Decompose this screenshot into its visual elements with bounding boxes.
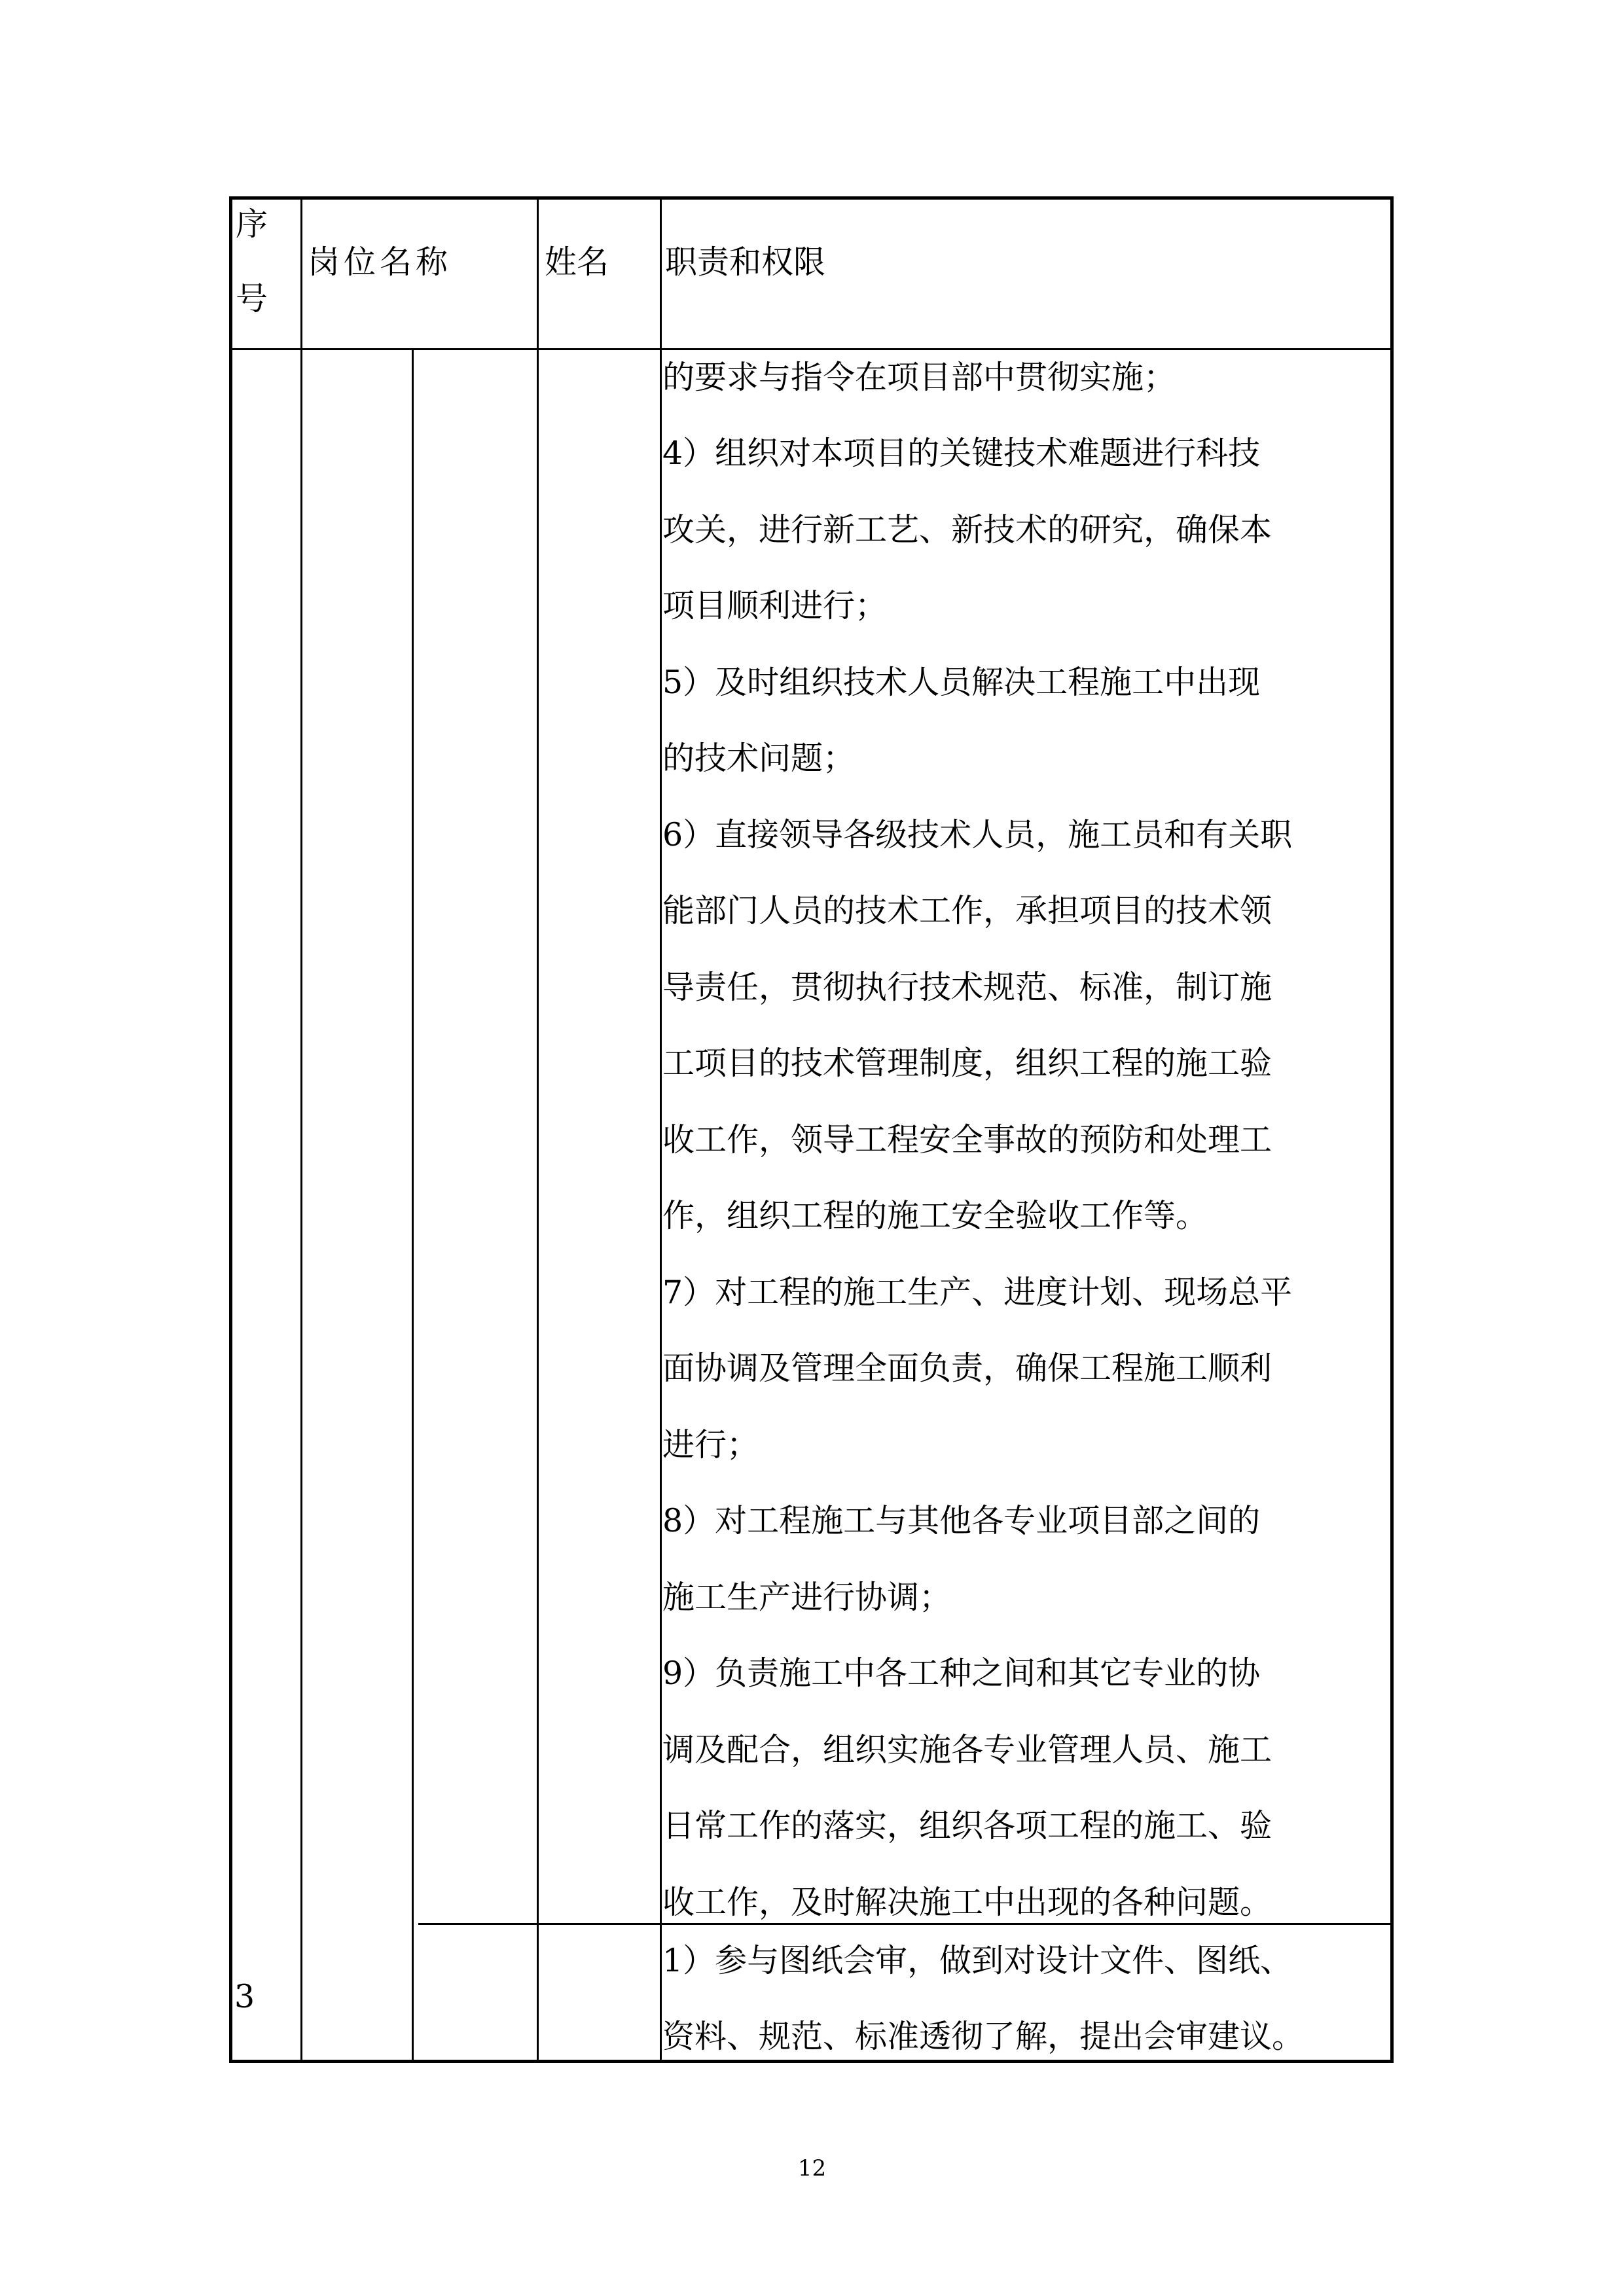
duty-line: 7）对工程的施工生产、进度计划、现场总平 bbox=[662, 1274, 1293, 1311]
row-3-seq: 3 bbox=[234, 1978, 255, 2015]
duty-line: 的技术问题； bbox=[662, 740, 856, 777]
header-duties: 职责和权限 bbox=[665, 243, 826, 281]
header-seq-char-1: 序 bbox=[236, 206, 268, 243]
col-divider-position bbox=[537, 196, 539, 2063]
table-right-border bbox=[1390, 196, 1394, 2063]
col-divider-seq bbox=[300, 196, 302, 2063]
duty-line: 6）直接领导各级技术人员，施工员和有关职 bbox=[662, 816, 1293, 853]
duty-line: 攻关，进行新工艺、新技术的研究，确保本 bbox=[662, 511, 1272, 548]
duty-line: 施工生产进行协调； bbox=[662, 1579, 952, 1616]
header-seq-char-2: 号 bbox=[236, 280, 268, 317]
duty-line: 5）及时组织技术人员解决工程施工中出现 bbox=[662, 664, 1261, 701]
duty-line: 面协调及管理全面负责，确保工程施工顺利 bbox=[662, 1350, 1272, 1387]
table-bottom-border bbox=[229, 2060, 1394, 2063]
table-left-border bbox=[229, 196, 232, 2063]
header-bottom-border bbox=[229, 348, 1394, 350]
duty-line: 资料、规范、标准透彻了解，提出会审建议。 bbox=[662, 2018, 1305, 2055]
table-top-border bbox=[229, 196, 1394, 200]
col-divider-name bbox=[660, 196, 662, 2063]
duty-line: 收工作，及时解决施工中出现的各种问题。 bbox=[662, 1884, 1272, 1921]
col-divider-position-sub bbox=[412, 348, 414, 2063]
duty-line: 导责任，贯彻执行技术规范、标准，制订施 bbox=[662, 969, 1272, 1006]
duty-line: 9）负责施工中各工种之间和其它专业的协 bbox=[662, 1655, 1261, 1692]
duty-line: 8）对工程施工与其他各专业项目部之间的 bbox=[662, 1502, 1261, 1539]
row-divider bbox=[418, 1923, 1394, 1925]
duty-line: 作，组织工程的施工安全验收工作等。 bbox=[662, 1197, 1208, 1234]
duty-line: 4）组织对本项目的关键技术难题进行科技 bbox=[662, 435, 1261, 472]
duty-line: 收工作，领导工程安全事故的预防和处理工 bbox=[662, 1121, 1272, 1158]
header-person-name: 姓名 bbox=[545, 243, 609, 281]
duty-line: 日常工作的落实，组织各项工程的施工、验 bbox=[662, 1807, 1272, 1844]
duty-line: 项目顺利进行； bbox=[662, 587, 888, 624]
duty-line: 进行； bbox=[662, 1426, 759, 1463]
header-position-name: 岗位名称 bbox=[308, 243, 452, 281]
duty-line: 1）参与图纸会审，做到对设计文件、图纸、 bbox=[662, 1942, 1293, 1979]
duty-line: 工项目的技术管理制度，组织工程的施工验 bbox=[662, 1045, 1272, 1082]
duty-line: 调及配合，组织实施各专业管理人员、施工 bbox=[662, 1731, 1272, 1768]
page-number: 12 bbox=[797, 2155, 827, 2181]
duty-line: 的要求与指令在项目部中贯彻实施； bbox=[662, 359, 1176, 396]
duty-line: 能部门人员的技术工作，承担项目的技术领 bbox=[662, 892, 1272, 929]
